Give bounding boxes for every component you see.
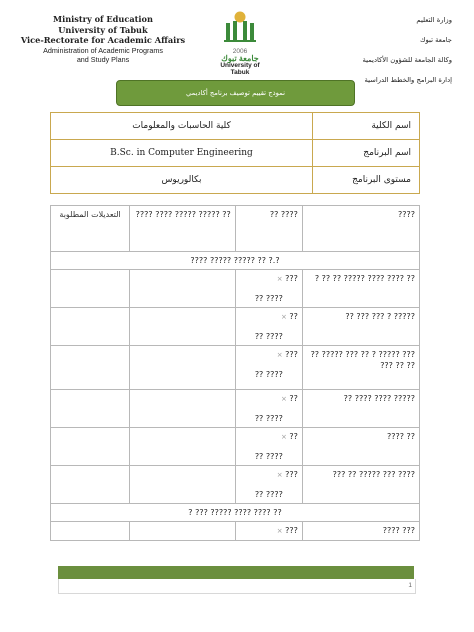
checkbox-mark-icon[interactable]: × xyxy=(280,395,287,403)
rating-option: ?? ???? xyxy=(254,294,283,303)
vice-rectorate-en: Vice-Rectorate for Academic Affairs xyxy=(20,35,186,45)
criterion-cell: ?? ???? ???? ????? ?? ?? ? xyxy=(302,270,419,308)
college-name-value: كلية الحاسبات والمعلومات xyxy=(51,113,313,140)
rating-option: ?? ???? xyxy=(254,414,283,423)
description-cell[interactable] xyxy=(130,346,236,390)
criterion-cell: ??? ????? ? ?? ??? ????? ?? ?? ?? ??? xyxy=(302,346,419,390)
description-cell[interactable] xyxy=(130,522,236,541)
description-cell[interactable] xyxy=(130,270,236,308)
logo-english-name: University of Tabuk xyxy=(220,62,260,76)
required-changes-cell[interactable] xyxy=(51,428,130,466)
rating-option: ?? xyxy=(289,394,298,403)
rating-option: ?? xyxy=(289,432,298,441)
rating-cell xyxy=(235,308,302,346)
table-row xyxy=(51,167,420,194)
required-changes-cell[interactable] xyxy=(51,390,130,428)
admin-line1-en: Administration of Academic Programs xyxy=(43,45,163,55)
rating-cell xyxy=(235,522,302,541)
footer-frame xyxy=(58,579,416,594)
logo-emblem-icon xyxy=(220,10,260,44)
rating-option: ??? xyxy=(285,470,298,479)
table-row xyxy=(51,428,420,466)
checkbox-mark-icon[interactable]: × xyxy=(276,527,283,535)
section-row xyxy=(51,252,420,270)
rating-option: ??? xyxy=(285,350,298,359)
logo-year: 2006 xyxy=(232,48,248,55)
rating-option: ?? ???? xyxy=(254,452,283,461)
checkbox-mark-icon[interactable]: × xyxy=(280,313,287,321)
university-en: University of Tabuk xyxy=(58,24,148,35)
required-changes-cell[interactable] xyxy=(51,346,130,390)
table-row xyxy=(51,308,420,346)
admin-line2-en: and Study Plans xyxy=(76,54,130,64)
header-required-changes: التعديلات المطلوبة xyxy=(51,206,130,252)
criterion-cell: ????? ???? ???? ?? xyxy=(302,390,419,428)
table-row xyxy=(51,113,420,140)
program-info-table xyxy=(50,112,420,194)
table-row xyxy=(51,390,420,428)
form-title-banner: نموذج تقييم توصيف برنامج أكاديمي xyxy=(116,80,355,106)
description-cell[interactable] xyxy=(130,428,236,466)
criterion-cell: ????? ? ??? ??? ?? xyxy=(302,308,419,346)
section-title-1: ?.? ?? ????? ????? ???? xyxy=(51,252,420,270)
rating-option: ?? ???? xyxy=(254,490,283,499)
program-level-label: مستوى البرنامج xyxy=(313,167,420,194)
vice-rectorate-ar: وكالة الجامعة للشؤون الأكاديمية xyxy=(362,56,452,64)
rating-cell xyxy=(235,466,302,504)
required-changes-cell[interactable] xyxy=(51,308,130,346)
program-name-label: اسم البرنامج xyxy=(313,140,420,167)
footer-green-bar xyxy=(58,566,414,579)
table-row xyxy=(51,270,420,308)
university-ar: جامعة تبوك xyxy=(419,36,452,44)
rating-option: ??? xyxy=(285,526,298,535)
checkbox-mark-icon[interactable]: × xyxy=(276,275,283,283)
header-description: ?? ????? ????? ???? ???? xyxy=(130,206,236,252)
header-item: ???? xyxy=(302,206,419,252)
ministry-en: Ministry of Education xyxy=(53,14,153,24)
header-arabic xyxy=(312,10,452,90)
required-changes-cell[interactable] xyxy=(51,466,130,504)
checkbox-mark-icon[interactable]: × xyxy=(280,433,287,441)
table-row xyxy=(51,466,420,504)
evaluation-table xyxy=(50,205,420,541)
required-changes-cell[interactable] xyxy=(51,270,130,308)
program-name-value: B.Sc. in Computer Engineering xyxy=(51,140,313,167)
section-row xyxy=(51,504,420,522)
rating-cell xyxy=(235,270,302,308)
rating-option: ?? ???? xyxy=(254,332,283,341)
rating-cell xyxy=(235,390,302,428)
section-title-2: ?? ???? ???? ????? ??? ? xyxy=(51,504,420,522)
university-logo xyxy=(214,10,266,76)
table-header-row xyxy=(51,206,420,252)
rating-option: ?? xyxy=(289,312,298,321)
description-cell[interactable] xyxy=(130,466,236,504)
logo-arabic-name: جامعة تبوك xyxy=(221,54,259,63)
table-row xyxy=(51,346,420,390)
table-row xyxy=(51,522,420,541)
criterion-cell: ??? ???? xyxy=(302,522,419,541)
ministry-ar: وزارة التعليم xyxy=(416,16,452,24)
description-cell[interactable] xyxy=(130,390,236,428)
page-number: 1 xyxy=(408,582,412,589)
required-changes-cell[interactable] xyxy=(51,522,130,541)
description-cell[interactable] xyxy=(130,308,236,346)
criterion-cell: ?? ???? xyxy=(302,428,419,466)
checkbox-mark-icon[interactable]: × xyxy=(276,471,283,479)
college-name-label: اسم الكلية xyxy=(313,113,420,140)
checkbox-mark-icon[interactable]: × xyxy=(276,351,283,359)
rating-option: ?? ???? xyxy=(254,370,283,379)
header-english xyxy=(18,14,188,64)
rating-cell xyxy=(235,428,302,466)
header-rating: ?? ???? xyxy=(235,206,302,252)
criterion-cell: ???? ??? ????? ?? ??? xyxy=(302,466,419,504)
rating-cell xyxy=(235,346,302,390)
rating-option: ??? xyxy=(285,274,298,283)
table-row xyxy=(51,140,420,167)
admin-ar: إدارة البرامج والخطط الدراسية xyxy=(364,76,452,84)
program-level-value: بكالوريوس xyxy=(51,167,313,194)
